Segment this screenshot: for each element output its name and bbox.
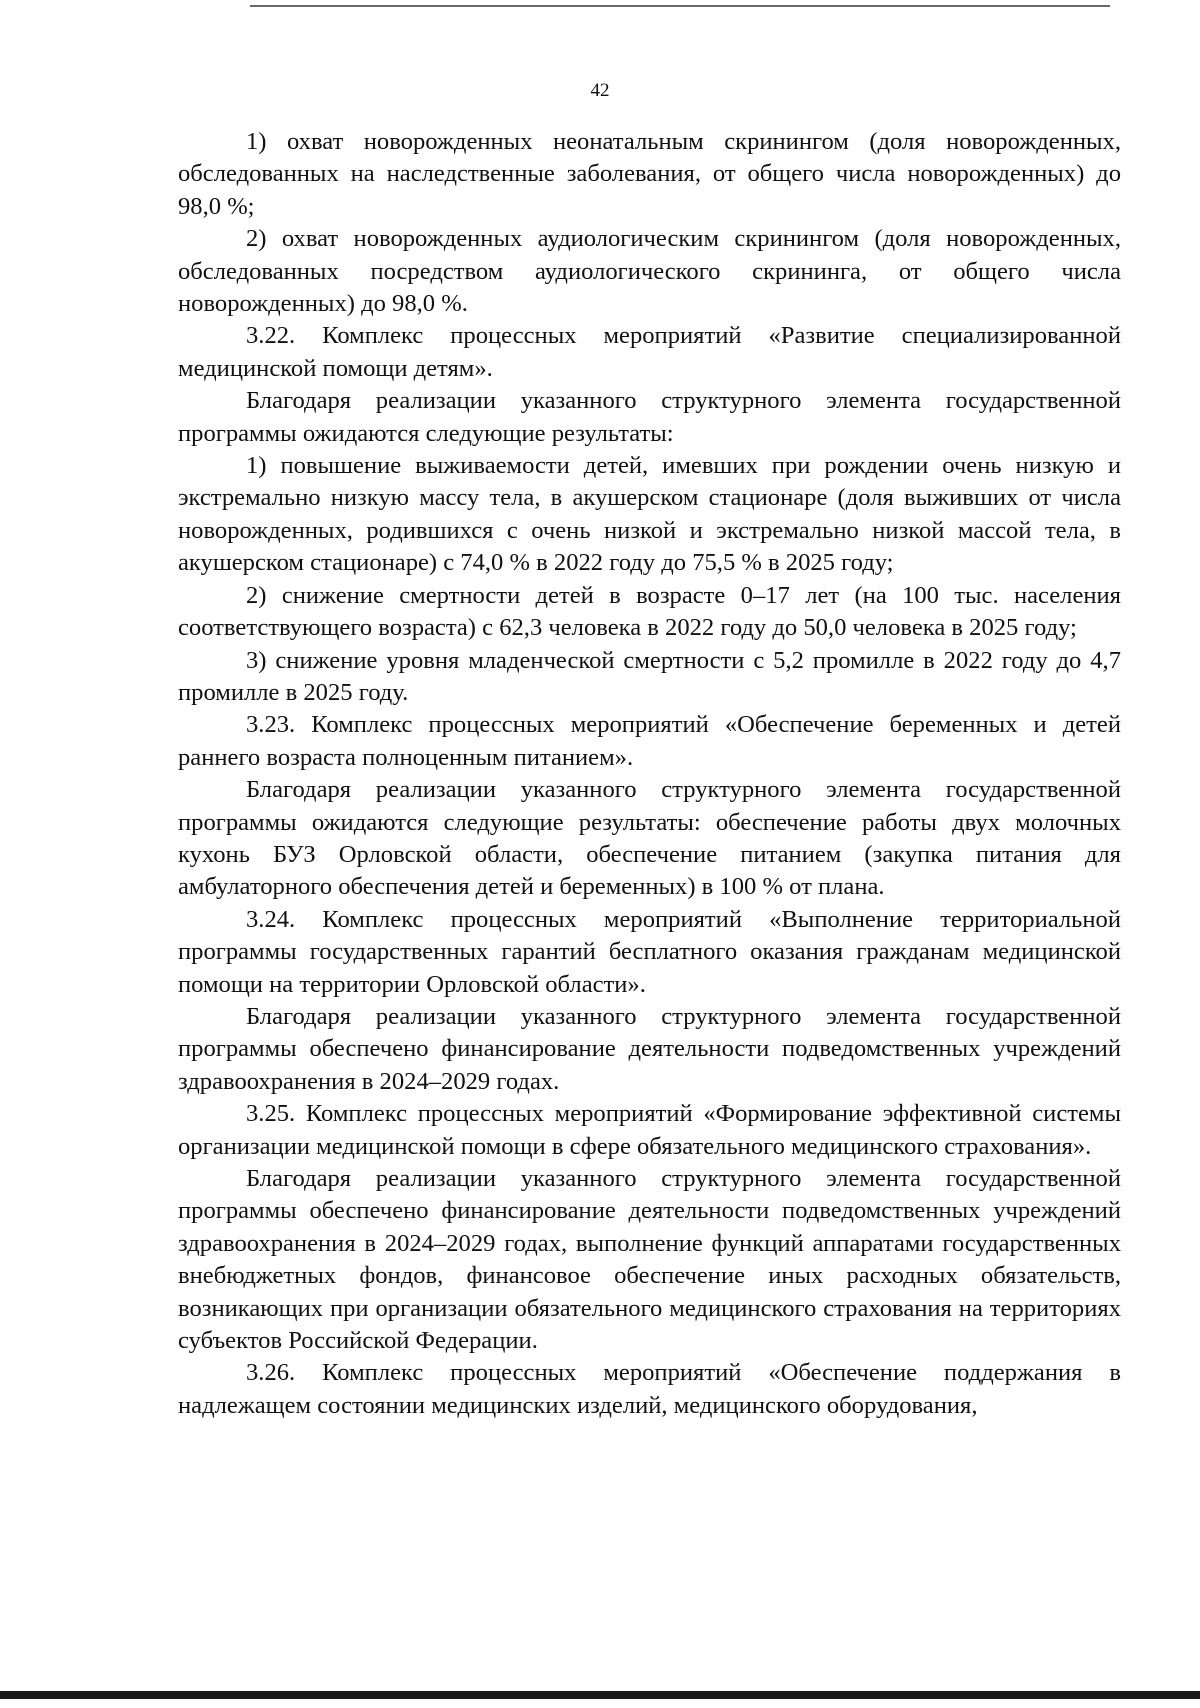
section-heading: 3.24. Комплекс процессных мероприятий «Выполнение территориальной программы государственных гарантий бесплатного оказания гражданам медицинской помощи на территории Орловской области». (178, 905, 1121, 998)
scan-bottom-rule (0, 1691, 1200, 1699)
paragraph: 2) охват новорожденных аудиологическим скринингом (доля новорожденных, обследованных посредством аудиологического скрининга, от общего числа новорожденных) до 98,0 %. (178, 225, 1121, 318)
paragraph: 1) охват новорожденных неонатальным скринингом (доля новорожденных, обследованных на наследственные заболевания, от общего числа новорожденных) до 98,0 %; (178, 128, 1121, 220)
paragraph: 1) повышение выживаемости детей, имевших при рождении очень низкую и экстремально низкую массу тела, в акушерском стационаре (доля выживших от числа новорожденных, родившихся с очень низкой и экстремально низкой массой тела, в акушерском стационаре) с 74,0 % в 2022 году до 75,5 % в 2025 году; (178, 452, 1121, 577)
paragraph: Благодаря реализации указанного структурного элемента государственной программы ожидаются следующие результаты: (178, 387, 1121, 447)
paragraph: Благодаря реализации указанного структурного элемента государственной программы обеспечено финансирование деятельности подведомственных учреждений здравоохранения в 2024–2029 годах. (178, 1002, 1121, 1095)
section-heading: 3.25. Комплекс процессных мероприятий «Формирование эффективной системы организации медицинской помощи в сфере обязательного медицинского страхования». (178, 1100, 1121, 1160)
section-heading: 3.26. Комплекс процессных мероприятий «Обеспечение поддержания в надлежащем состоянии медицинских изделий, медицинского оборудования, (178, 1359, 1121, 1419)
paragraph: 3) снижение уровня младенческой смертности с 5,2 промилле в 2022 году до 4,7 промилле в 2025 году. (178, 646, 1121, 706)
scan-top-rule (250, 5, 1110, 7)
section-heading: 3.22. Комплекс процессных мероприятий «Развитие специализированной медицинской помощи детям». (178, 322, 1121, 382)
paragraph: Благодаря реализации указанного структурного элемента государственной программы ожидаются следующие результаты: обеспечение работы двух молочных кухонь БУЗ Орловской области, обеспечение питанием (закупка питания для амбулаторного обеспечения детей и беременных) в 100 % от плана. (178, 776, 1121, 901)
paragraph: 2) снижение смертности детей в возрасте 0–17 лет (на 100 тыс. населения соответствующего возраста) с 62,3 человека в 2022 году до 50,0 человека в 2025 году; (178, 581, 1121, 642)
paragraph: Благодаря реализации указанного структурного элемента государственной программы обеспечено финансирование деятельности подведомственных учреждений здравоохранения в 2024–2029 годах, выполнение функций аппаратами государственных внебюджетных фондов, финансовое обеспечение иных расходных обязательств, возникающих при организации обязательного медицинского страхования на территориях субъектов Российской Федерации. (178, 1165, 1121, 1355)
page-number: 42 (590, 80, 610, 101)
section-heading: 3.23. Комплекс процессных мероприятий «Обеспечение беременных и детей раннего возраста полноценным питанием». (178, 711, 1121, 771)
document-body (178, 126, 1121, 1422)
